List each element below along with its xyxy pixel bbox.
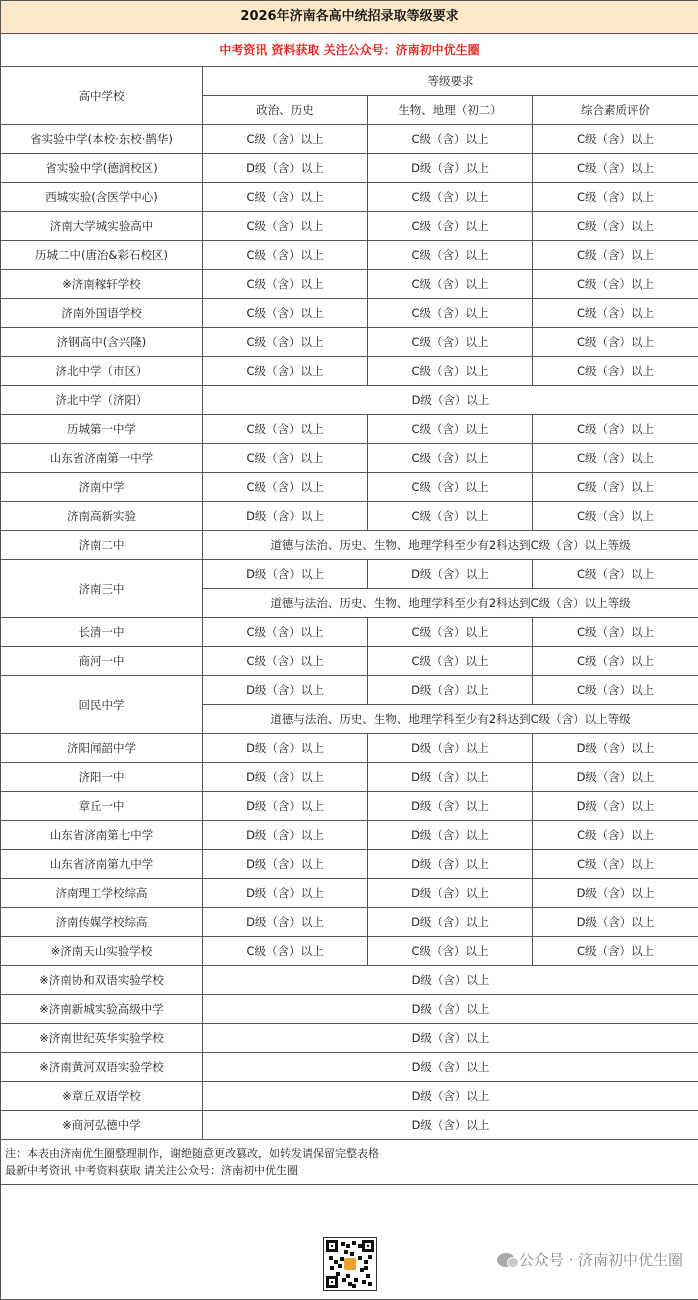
biology-geography-cell: D级（含）以上 [368, 154, 533, 183]
merged-requirement-cell: D级（含）以上 [203, 966, 698, 995]
politics-history-cell: D级（含）以上 [203, 763, 368, 792]
politics-history-cell: C级（含）以上 [203, 647, 368, 676]
comprehensive-evaluation-cell: C级（含）以上 [533, 212, 698, 241]
school-name-cell: 济南大学城实验高中 [1, 212, 203, 241]
footnote-line-2: 最新中考资讯 中考资料获取 请关注公众号：济南初中优生圈 [5, 1162, 694, 1179]
biology-geography-cell: C级（含）以上 [368, 328, 533, 357]
biology-geography-cell: D级（含）以上 [368, 879, 533, 908]
biology-geography-cell: C级（含）以上 [368, 415, 533, 444]
school-name-cell: 西城实验(含医学中心) [1, 183, 203, 212]
politics-history-cell: C级（含）以上 [203, 473, 368, 502]
comprehensive-evaluation-cell: C级（含）以上 [533, 502, 698, 531]
politics-history-cell: C级（含）以上 [203, 125, 368, 154]
comprehensive-evaluation-cell: C级（含）以上 [533, 328, 698, 357]
wechat-icon [497, 1253, 515, 1267]
biology-geography-cell: C级（含）以上 [368, 241, 533, 270]
table-row [1, 502, 698, 531]
footnote-line-1: 注：本表由济南优生圈整理制作，谢绝随意更改篡改，如转发请保留完整表格 [5, 1145, 694, 1162]
table-row [1, 154, 698, 183]
watermark-text: 公众号 · 济南初中优生圈 [519, 1251, 683, 1269]
school-name-cell: 历城第一中学 [1, 415, 203, 444]
biology-geography-cell: D级（含）以上 [368, 734, 533, 763]
politics-history-cell: C级（含）以上 [203, 415, 368, 444]
merged-requirement-cell: D级（含）以上 [203, 1111, 698, 1140]
header-comprehensive-evaluation: 综合素质评价 [533, 96, 698, 125]
politics-history-cell: D级（含）以上 [203, 792, 368, 821]
school-name-cell: 山东省济南第九中学 [1, 850, 203, 879]
school-name-cell: 回民中学 [1, 676, 203, 734]
table-row [1, 1111, 698, 1140]
biology-geography-cell: C级（含）以上 [368, 270, 533, 299]
school-name-cell: 省实验中学(本校·东校·鹊华) [1, 125, 203, 154]
table-row [1, 1082, 698, 1111]
school-name-cell: 济北中学（市区） [1, 357, 203, 386]
comprehensive-evaluation-cell: C级（含）以上 [533, 270, 698, 299]
school-name-cell: 济阳一中 [1, 763, 203, 792]
school-name-cell: ※济南天山实验学校 [1, 937, 203, 966]
biology-geography-cell: D级（含）以上 [368, 850, 533, 879]
biology-geography-cell: D级（含）以上 [368, 676, 533, 705]
school-name-cell: 济南传媒学校综高 [1, 908, 203, 937]
comprehensive-evaluation-cell: C级（含）以上 [533, 647, 698, 676]
table-row [1, 676, 698, 705]
table-row [1, 386, 698, 415]
school-name-cell: 济南中学 [1, 473, 203, 502]
school-name-cell: ※济南新城实验高级中学 [1, 995, 203, 1024]
politics-history-cell: C级（含）以上 [203, 270, 368, 299]
comprehensive-evaluation-cell: C级（含）以上 [533, 299, 698, 328]
politics-history-cell: C级（含）以上 [203, 328, 368, 357]
comprehensive-evaluation-cell: C级（含）以上 [533, 125, 698, 154]
politics-history-cell: D级（含）以上 [203, 734, 368, 763]
table-row [1, 647, 698, 676]
school-name-cell: ※商河弘德中学 [1, 1111, 203, 1140]
school-name-cell: 济南二中 [1, 531, 203, 560]
table-row [1, 531, 698, 560]
school-name-cell: 济阳闻韶中学 [1, 734, 203, 763]
biology-geography-cell: D级（含）以上 [368, 560, 533, 589]
school-name-cell: ※济南黄河双语实验学校 [1, 1053, 203, 1082]
comprehensive-evaluation-cell: C级（含）以上 [533, 444, 698, 473]
school-name-cell: 省实验中学(德润校区) [1, 154, 203, 183]
extra-requirement-cell: 道德与法治、历史、生物、地理学科至少有2科达到C级（含）以上等级 [203, 705, 698, 734]
table-row [1, 618, 698, 647]
biology-geography-cell: C级（含）以上 [368, 647, 533, 676]
biology-geography-cell: C级（含）以上 [368, 502, 533, 531]
comprehensive-evaluation-cell: C级（含）以上 [533, 183, 698, 212]
biology-geography-cell: C级（含）以上 [368, 299, 533, 328]
comprehensive-evaluation-cell: D级（含）以上 [533, 734, 698, 763]
table-row [1, 792, 698, 821]
table-row [1, 444, 698, 473]
comprehensive-evaluation-cell: D级（含）以上 [533, 792, 698, 821]
merged-requirement-cell: D级（含）以上 [203, 386, 698, 415]
politics-history-cell: C级（含）以上 [203, 299, 368, 328]
merged-requirement-cell: D级（含）以上 [203, 1053, 698, 1082]
comprehensive-evaluation-cell: C级（含）以上 [533, 821, 698, 850]
table-row [1, 850, 698, 879]
school-name-cell: 山东省济南第七中学 [1, 821, 203, 850]
school-name-cell: ※济南协和双语实验学校 [1, 966, 203, 995]
politics-history-cell: D级（含）以上 [203, 502, 368, 531]
school-name-cell: 济南理工学校综高 [1, 879, 203, 908]
table-row [1, 212, 698, 241]
table-row [1, 357, 698, 386]
table-row [1, 908, 698, 937]
biology-geography-cell: D级（含）以上 [368, 821, 533, 850]
table-row [1, 299, 698, 328]
school-name-cell: 济南高新实验 [1, 502, 203, 531]
comprehensive-evaluation-cell: D级（含）以上 [533, 763, 698, 792]
table-row [1, 270, 698, 299]
comprehensive-evaluation-cell: C级（含）以上 [533, 415, 698, 444]
biology-geography-cell: C级（含）以上 [368, 937, 533, 966]
politics-history-cell: C级（含）以上 [203, 618, 368, 647]
biology-geography-cell: D级（含）以上 [368, 763, 533, 792]
politics-history-cell: D级（含）以上 [203, 821, 368, 850]
politics-history-cell: C级（含）以上 [203, 212, 368, 241]
politics-history-cell: C级（含）以上 [203, 241, 368, 270]
comprehensive-evaluation-cell: C级（含）以上 [533, 676, 698, 705]
biology-geography-cell: C级（含）以上 [368, 618, 533, 647]
comprehensive-evaluation-cell: C级（含）以上 [533, 850, 698, 879]
biology-geography-cell: D级（含）以上 [368, 792, 533, 821]
header-school: 高中学校 [1, 67, 203, 125]
extra-requirement-cell: 道德与法治、历史、生物、地理学科至少有2科达到C级（含）以上等级 [203, 589, 698, 618]
biology-geography-cell: C级（含）以上 [368, 444, 533, 473]
comprehensive-evaluation-cell: D级（含）以上 [533, 879, 698, 908]
merged-requirement-cell: D级（含）以上 [203, 1082, 698, 1111]
comprehensive-evaluation-cell: C级（含）以上 [533, 154, 698, 183]
watermark [497, 1253, 683, 1267]
politics-history-cell: D级（含）以上 [203, 676, 368, 705]
notice-text: 中考资讯 资料获取 关注公众号：济南初中优生圈 [1, 34, 698, 67]
table-row [1, 473, 698, 502]
biology-geography-cell: C级（含）以上 [368, 357, 533, 386]
footer-area [1, 1185, 698, 1300]
school-name-cell: 山东省济南第一中学 [1, 444, 203, 473]
table-row [1, 821, 698, 850]
politics-history-cell: C级（含）以上 [203, 937, 368, 966]
comprehensive-evaluation-cell: C级（含）以上 [533, 937, 698, 966]
school-name-cell: 济南外国语学校 [1, 299, 203, 328]
politics-history-cell: C级（含）以上 [203, 357, 368, 386]
comprehensive-evaluation-cell: C级（含）以上 [533, 473, 698, 502]
footnote [1, 1140, 698, 1185]
table-row [1, 1024, 698, 1053]
school-name-cell: 济南三中 [1, 560, 203, 618]
biology-geography-cell: C级（含）以上 [368, 212, 533, 241]
table-row [1, 995, 698, 1024]
table-row [1, 415, 698, 444]
table-row [1, 183, 698, 212]
table-row [1, 241, 698, 270]
table-row [1, 763, 698, 792]
table-row [1, 734, 698, 763]
biology-geography-cell: C级（含）以上 [368, 125, 533, 154]
politics-history-cell: D级（含）以上 [203, 879, 368, 908]
school-name-cell: ※济南稼轩学校 [1, 270, 203, 299]
table-row [1, 966, 698, 995]
school-name-cell: 历城二中(唐冶&彩石校区) [1, 241, 203, 270]
table-row [1, 879, 698, 908]
table-row [1, 125, 698, 154]
politics-history-cell: D级（含）以上 [203, 560, 368, 589]
school-name-cell: 长清一中 [1, 618, 203, 647]
table-row [1, 1053, 698, 1082]
school-name-cell: 商河一中 [1, 647, 203, 676]
school-name-cell: ※济南世纪英华实验学校 [1, 1024, 203, 1053]
biology-geography-cell: D级（含）以上 [368, 908, 533, 937]
politics-history-cell: C级（含）以上 [203, 183, 368, 212]
school-name-cell: 章丘一中 [1, 792, 203, 821]
biology-geography-cell: C级（含）以上 [368, 473, 533, 502]
politics-history-cell: D级（含）以上 [203, 154, 368, 183]
table-row [1, 560, 698, 589]
politics-history-cell: D级（含）以上 [203, 850, 368, 879]
header-biology-geography: 生物、地理（初二） [368, 96, 533, 125]
school-name-cell: 济北中学（济阳） [1, 386, 203, 415]
qr-code-icon[interactable] [323, 1237, 377, 1291]
school-name-cell: 济钢高中(含兴隆) [1, 328, 203, 357]
school-name-cell: ※章丘双语学校 [1, 1082, 203, 1111]
merged-requirement-cell: D级（含）以上 [203, 995, 698, 1024]
merged-requirement-cell: 道德与法治、历史、生物、地理学科至少有2科达到C级（含）以上等级 [203, 531, 698, 560]
comprehensive-evaluation-cell: C级（含）以上 [533, 560, 698, 589]
comprehensive-evaluation-cell: C级（含）以上 [533, 241, 698, 270]
politics-history-cell: D级（含）以上 [203, 908, 368, 937]
header-politics-history: 政治、历史 [203, 96, 368, 125]
header-grade-requirement: 等级要求 [203, 67, 698, 96]
table-row [1, 937, 698, 966]
biology-geography-cell: C级（含）以上 [368, 183, 533, 212]
table-row [1, 328, 698, 357]
merged-requirement-cell: D级（含）以上 [203, 1024, 698, 1053]
comprehensive-evaluation-cell: D级（含）以上 [533, 908, 698, 937]
politics-history-cell: C级（含）以上 [203, 444, 368, 473]
comprehensive-evaluation-cell: C级（含）以上 [533, 618, 698, 647]
comprehensive-evaluation-cell: C级（含）以上 [533, 357, 698, 386]
table-title: 2026年济南各高中统招录取等级要求 [1, 1, 698, 34]
